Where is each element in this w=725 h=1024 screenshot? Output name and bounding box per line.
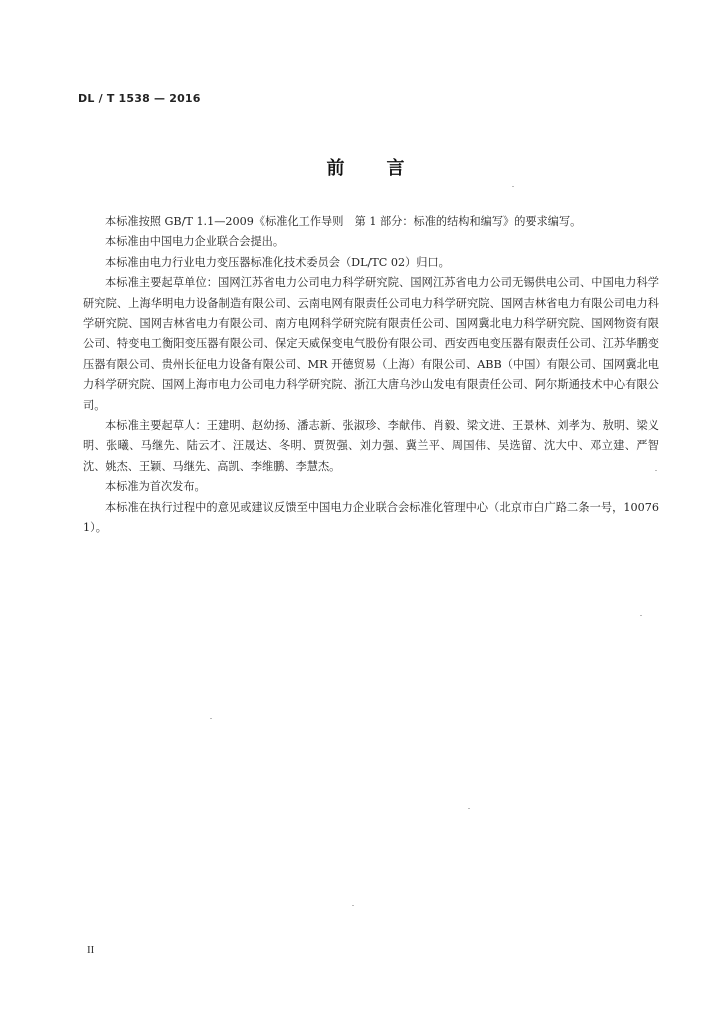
paragraph-drafting-rules: 本标准按照 GB/T 1.1—2009《标准化工作导则 第 1 部分：标准的结构和编写》的要求编写。 — [105, 215, 582, 228]
paragraph-administered-by: 本标准由电力行业电力变压器标准化技术委员会（DL/TC 02）归口。 — [105, 255, 450, 269]
document-code: DL / T 1538 — 2016 — [78, 92, 201, 105]
scan-speck — [512, 186, 514, 187]
paragraph-proposed-by: 本标准由中国电力企业联合会提出。 — [105, 235, 285, 249]
paragraph-feedback: 本标准在执行过程中的意见或建议反馈至中国电力企业联合会标准化管理中心（北京市白广路二条一号，100761）。 — [83, 500, 659, 535]
page-title: 前言 — [326, 158, 447, 179]
paragraph-first-release: 本标准为首次发布。 — [105, 480, 206, 494]
paragraph-drafting-organizations: 本标准主要起草单位：国网江苏省电力公司电力科学研究院、国网江苏省电力公司无锡供电公司、中国电力科学研究院、上海华明电力设备制造有限公司、云南电网有限责任公司电力科学研究院、国网吉林省电力有限公司电力科学研究院、国网吉林省电力有限公司、南方电网科学研究院有限责任公司、国网冀北电力科学研究院、国网物资有限公司、特变电工衡阳变压器有限公司、保定天威保变电气股份有限公司、西安西电变压器有限责任公司、江苏华鹏变压器有限公司、贵州长征电力设备有限公司、MR 开德贸易（上海）有限公司、ABB（中国）有限公司、国网冀北电力科学研究院、国网上海市电力公司电力科学研究院、浙江大唐乌沙山发电有限责任公司、阿尔斯通技术中心有限公司。 — [83, 276, 659, 412]
scan-speck — [655, 470, 657, 471]
scan-speck — [640, 615, 642, 616]
foreword-body — [83, 212, 659, 539]
scan-speck — [210, 718, 212, 719]
scan-speck — [352, 905, 354, 906]
page-number: II — [87, 944, 95, 956]
paragraph-drafters: 本标准主要起草人：王建明、赵幼扬、潘志新、张淑珍、李献伟、肖毅、梁文进、王景林、刘孝为、敖明、梁义明、张曦、马继先、陆云才、汪晟达、冬明、贾贺强、刘力强、冀兰平、周国伟、吴选留、沈大中、邓立建、严智沈、姚杰、王颖、马继先、高凯、李维鹏、李慧杰。 — [83, 419, 659, 473]
scan-speck — [468, 808, 470, 809]
